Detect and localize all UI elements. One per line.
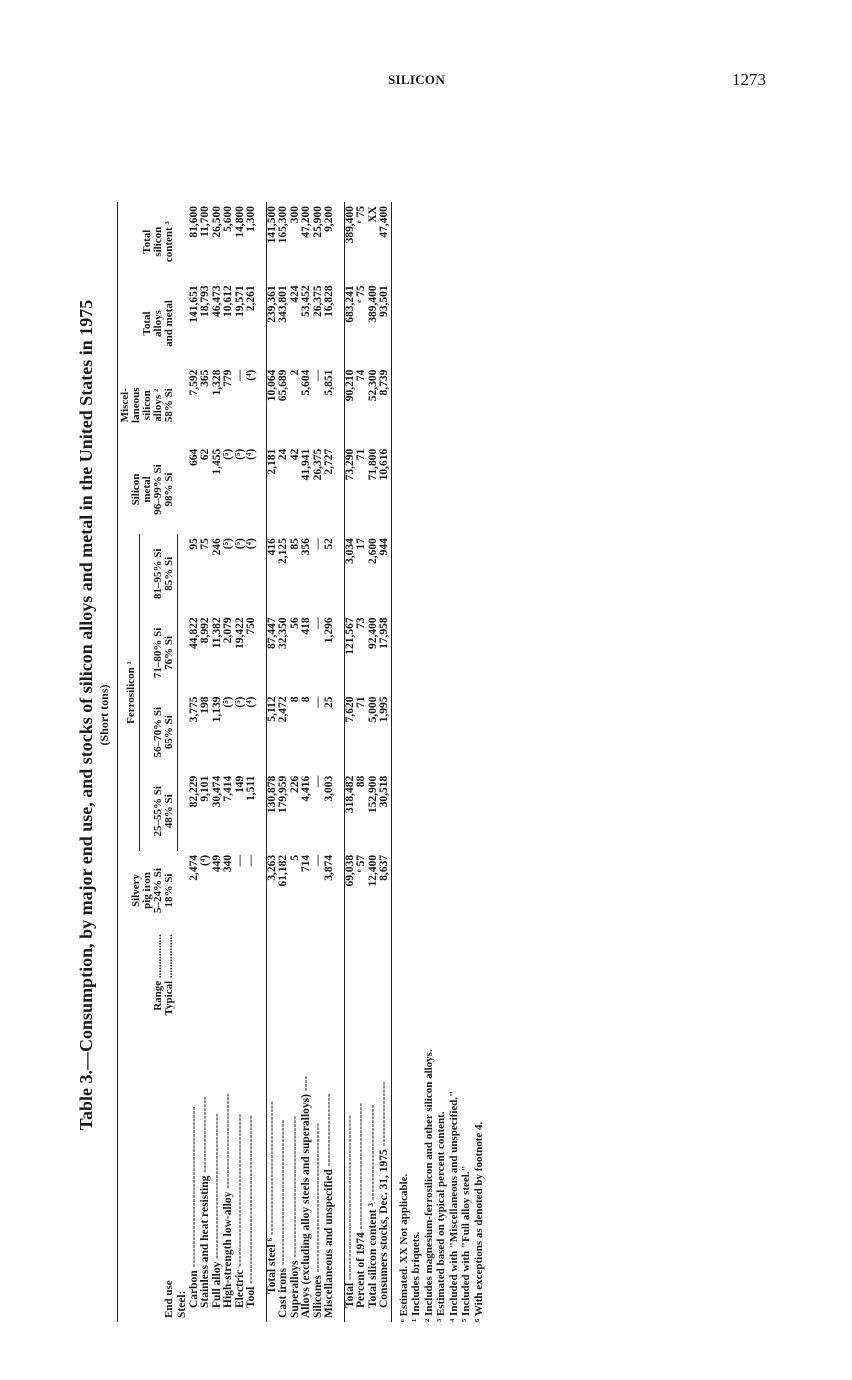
cell-value: 8 [288,696,301,703]
cell-value: — [245,854,257,867]
cell-value: 424 [288,285,301,303]
cell-value: 85 [288,538,301,550]
cell-value: 88 [355,775,367,788]
cell-value: 356 [300,538,312,556]
cell-value: (⁴) [245,538,257,550]
cell-value: 1,300 [245,206,257,232]
cell-value: 26,375 [311,285,324,317]
cell-value: 779 [222,369,234,387]
cell-value: 246 [210,538,223,556]
cell-value: (⁴) [245,696,257,708]
footnote: ᵉ Estimated. XX Not applicable. [397,1173,410,1322]
cell-value: 4,416 [300,775,312,802]
cell-value: 95 [187,538,200,550]
cell-value: 416 [266,534,278,613]
cell-value: 318,482 [344,772,356,851]
cell-value: 8,739 [379,366,391,445]
row-label: Cast irons -------------------------------------- [277,1119,289,1318]
footnote: ³ Estimated based on typical percent content. [435,1111,447,1322]
cell-value: 52,300 [366,369,379,402]
dot-leaders: ----------------- [378,1081,390,1150]
fesi-71-80-header: 71–80% Si 76% Si [140,613,177,692]
cell-value: 141,651 [187,285,200,323]
cell-value: 944 [379,534,391,613]
cell-value: — [311,617,324,629]
cell-value: (⁵) [222,696,234,708]
cell-value: 65,689 [277,369,289,402]
cell-value: 26,375 [311,448,324,481]
rotated-table-page [75,100,535,1330]
cell-value: — [311,538,324,550]
cell-value: — [311,854,324,867]
cell-value: 9,200 [323,206,335,232]
cell-value: 30,518 [379,772,391,851]
dot-leaders: -------------------- [199,1096,211,1176]
cell-value: 16,828 [323,285,335,317]
cell-value: 8 [300,696,312,703]
end-use-header: End use [118,1080,178,1322]
cell-value: 10,612 [222,285,234,317]
dot-leaders: ------------------- [323,1093,335,1170]
cell-value: 5,112 [266,693,278,772]
cell-value: 750 [245,617,257,635]
total-alloys-header: Total alloys and metal [118,281,178,365]
cell-value: 19,571 [233,285,246,317]
cell-value: 365 [199,369,211,387]
cell-value: 8,992 [199,617,211,644]
dot-leaders: ------------------------- [222,1092,234,1192]
cell-value: 340 [222,854,234,873]
cell-value: 3,775 [187,696,200,723]
cell-value: 71 [355,448,367,461]
cell-value: 5,604 [300,369,312,396]
dot-leaders: ---------------------------------------- [233,1113,246,1270]
cell-value: 2 [288,369,301,376]
cell-value: 7,414 [222,775,234,802]
cell-value: 82,229 [187,775,200,808]
table-body [177,202,391,1322]
silicon-metal-header: Silicon metal 96–99% Si 98% Si [118,445,178,534]
row-label: Stainless and heat resisting -------------------- [199,1096,211,1308]
cell-value: 81,600 [187,206,200,238]
footnote: ² Includes magnesium-ferrosilicon and other silicon alloys. [422,1049,435,1322]
table-row [324,202,336,1322]
cell-value: 5,600 [222,206,234,232]
cell-value: 73 [355,617,367,629]
row-label: Total silicon content ³ ------------------------- [366,1104,379,1308]
cell-value: 179,959 [277,775,289,814]
dot-leaders: ------------------------------------------- [343,1115,356,1283]
dot-leaders: -------------------------------------------- [245,1115,257,1287]
footnotes [398,100,486,1322]
cell-value: 2,600 [366,538,379,565]
cell-value: 11,700 [199,206,211,237]
cell-value: 2,181 [266,445,278,534]
cell-value: 130,878 [266,772,278,851]
row-label: Carbon ------------------------------------------ [187,1106,200,1308]
cell-value: 1,139 [210,696,223,723]
cell-value: (⁵) [233,696,246,708]
cell-value: — [233,369,246,382]
dot-leaders: ----------------------------------- [265,1101,278,1238]
cell-value: 2,472 [277,696,289,723]
cell-value: 47,400 [379,202,391,281]
footnote: ⁴ Included with "Miscellaneous and unspecified." [447,1090,460,1322]
cell-value: 3,003 [323,775,335,802]
total-silicon-header: Total silicon content ³ [118,202,178,281]
row-label: Electric ---------------------------------------- [233,1113,246,1308]
page-number: 1273 [732,70,766,89]
cell-value: 87,447 [266,613,278,692]
range-typical-header: Range ................ Typical ................ [118,930,178,1080]
row-label: Total ------------------------------------------- [344,930,356,1322]
row-label: Total steel ⁶ ----------------------------------- [266,930,278,1322]
row-label: Alloys (excluding alloy steels and superalloys) ---- [300,1075,312,1318]
footnote: ⁶ With exceptions as denoted by footnote 4. [472,1121,485,1322]
cell-value: 75 [199,538,211,550]
cell-value: 714 [300,854,312,873]
cell-value: 18,793 [199,285,211,317]
table-subtitle: (Short tons) [97,684,111,746]
cell-value: (⁴) [245,369,257,381]
cell-value: 5,000 [366,696,379,723]
table-row [379,202,391,1322]
cell-value: 90,210 [344,366,356,445]
cell-value: 62 [199,448,211,461]
cell-value: (⁵) [233,538,246,550]
cell-value: 300 [288,206,301,224]
cell-value: 3,874 [323,854,335,881]
dot-leaders: ---- [300,1075,312,1095]
dot-leaders: ------------------------- [366,1104,379,1204]
cell-value: — [311,696,324,709]
cell-value: 3,263 [266,851,278,930]
cell-value: 44,822 [187,617,200,649]
cell-value: 389,400 [366,285,379,323]
cell-value: 42 [288,448,301,461]
cell-value: 26,500 [210,206,223,238]
dot-leaders: ------------------------------------------ [187,1106,200,1271]
cell-value: 71,800 [366,448,379,481]
cell-value: 149 [233,775,246,793]
cell-value: 226 [288,775,301,793]
cell-value [177,693,189,772]
row-label: Miscellaneous and unspecified ------------------- [323,1093,335,1318]
cell-value: 92,400 [366,617,379,649]
row-label: High-strength low-alloy ------------------------- [222,1092,234,1308]
cell-value: 30,474 [210,775,223,808]
cell-value: 9,101 [199,775,211,802]
fesi-25-55-header: 25–55% Si 48% Si [140,772,177,851]
dot-leaders: --------------------------------- [355,1102,367,1233]
cell-value: 2,727 [323,448,335,475]
consumption-table [117,202,392,1322]
cell-value: 71 [355,696,367,709]
dot-leaders: ------------------------------------- [288,1115,301,1261]
cell-value: 5,851 [323,369,335,396]
cell-value [177,202,189,281]
dot-leaders: -------------------------------------- [210,1113,223,1262]
dot-leaders: -------------------------------------- [277,1119,289,1269]
cell-value: 10,064 [266,366,278,445]
cell-value: 1,995 [379,693,391,772]
cell-value: (⁵) [233,448,246,460]
cell-value: 24 [277,448,289,461]
cell-value: 7,592 [187,369,200,396]
cell-value: 73,290 [344,445,356,534]
table-title: Table 3.—Consumption, by major end use, and stocks of silicon alloys and metal in the United States in 1975 [76,299,96,1131]
table-row [246,202,258,1322]
cell-value: 1,328 [210,369,223,396]
cell-value: (⁵) [222,448,234,460]
cell-value: 25,900 [311,206,324,238]
cell-value: 53,452 [300,285,312,317]
cell-value: 93,501 [379,281,391,365]
cell-value: 343,801 [277,285,289,323]
cell-value: 2,125 [277,538,289,565]
row-label: Tool -------------------------------------------- [245,1115,257,1308]
cell-value: 2,261 [245,285,257,312]
row-label: Consumers stocks, Dec. 31, 1975 ----------------- [379,930,391,1322]
cell-value: 239,361 [266,281,278,365]
cell-value: (⁵) [222,538,234,550]
cell-value: 10,616 [379,445,391,534]
cell-value: — [311,369,324,382]
row-label: Silicones --------------------------------------- [311,1122,324,1318]
cell-value: 8,637 [379,851,391,930]
cell-value [177,281,189,365]
cell-value: ᵉ 75 [355,206,367,224]
cell-value: ᵉ 75 [355,285,367,303]
cell-value: 7,620 [344,693,356,772]
cell-value: 3,034 [344,534,356,613]
cell-value: 141,500 [266,202,278,281]
row-label: Superalloys ------------------------------------- [288,1115,301,1318]
cell-value: 11,382 [210,617,223,649]
cell-value: ᵉ 57 [355,854,367,873]
cell-value: 121,567 [344,613,356,692]
cell-value: 418 [300,617,312,635]
cell-value: 2,079 [222,617,234,644]
cell-value: 69,038 [344,851,356,930]
running-head: SILICON [388,72,446,87]
fesi-81-95-header: 81–95% Si 85% Si [140,534,177,613]
cell-value: XX [366,206,379,223]
cell-value: 61,182 [277,854,289,887]
cell-value: 41,941 [300,448,312,481]
row-label: Percent of 1974 --------------------------------- [355,1102,367,1308]
cell-value: 2,474 [187,854,200,881]
cell-value: 17 [355,538,367,550]
cell-value: 1,296 [323,617,335,644]
cell-value: 12,400 [366,854,379,887]
cell-value: (⁴) [245,448,257,460]
silvery-pig-iron-header: Silvery pig iron 5–24% Si 18% Si [118,851,178,930]
cell-value: 165,300 [277,206,289,244]
footnote: ¹ Includes briquets. [410,1231,422,1322]
cell-value [177,366,189,445]
cell-value: — [233,854,246,867]
ferrosilicon-group-header: Ferrosilicon ¹ [118,534,140,851]
misc-alloys-header: Miscel- laneous silicon alloys ² 58% Si [118,366,178,445]
cell-value: 25 [323,696,335,709]
footnote: ⁵ Included with "Full alloy steel." [460,1165,472,1322]
cell-value: 46,473 [210,285,223,317]
cell-value: — [311,775,324,788]
cell-value [177,613,189,692]
row-label: Full alloy -------------------------------------- [210,1113,223,1308]
cell-value: 14,800 [233,206,246,238]
dot-leaders: --------------------------------------- [311,1122,324,1276]
header-row-top [118,202,140,1322]
cell-value [177,851,189,930]
cell-value [177,772,189,851]
cell-value: 56 [288,617,301,629]
cell-value: 32,350 [277,617,289,649]
cell-value: 664 [187,448,200,467]
cell-value: 1,511 [245,775,257,801]
fesi-56-70-header: 56–70% Si 65% Si [140,693,177,772]
cell-value: 152,900 [366,775,379,814]
cell-value: 389,400 [344,202,356,281]
cell-value: (⁴) [199,854,211,866]
cell-value: 19,422 [233,617,246,649]
cell-value: 17,958 [379,613,391,692]
cell-value [177,445,189,534]
cell-value: 52 [323,538,335,550]
cell-value: 683,241 [344,281,356,365]
cell-value: 449 [210,854,223,873]
cell-value [177,534,189,613]
cell-value: 198 [199,696,211,714]
cell-value: 47,200 [300,206,312,238]
cell-value: 74 [355,369,367,382]
cell-value: 1,455 [210,448,223,475]
cell-value: 5 [288,854,301,861]
row-label: Steel: [176,1290,188,1318]
